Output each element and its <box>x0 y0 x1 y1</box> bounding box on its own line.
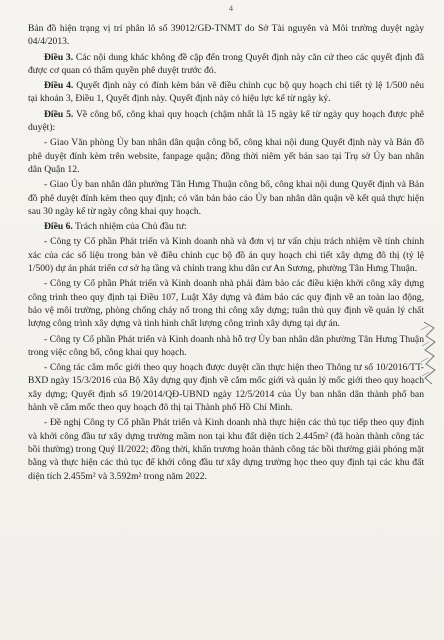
article-label: Điều 4. <box>44 80 74 92</box>
article-4 <box>28 79 424 106</box>
article-6-item <box>28 277 424 330</box>
article-6-item <box>28 235 424 275</box>
article-6-item <box>28 416 424 482</box>
article-6-item <box>28 361 424 414</box>
paragraph-text: Trách nhiệm của Chủ đầu tư: <box>72 221 187 233</box>
paragraph-text: - Công ty Cổ phần Phát triển và Kinh doanh nhà phải đảm bảo các điều kiện khởi công xây dựng công trình theo quy định tại Điều 107, Luật Xây dựng và đảm bảo các quy định về an toàn lao động, bảo vệ môi trường, phòng chống cháy nổ trong thi công xây dựng; tuân thủ quy định về quản lý chất lượng công trình xây dựng và tình hình chất lượng công trình xây dựng tại dự án. <box>28 278 424 330</box>
seal-stamp-icon <box>418 318 440 388</box>
paragraph-text: - Công ty Cổ phần Phát triển và Kinh doanh nhà hỗ trợ Ủy ban nhân dân phường Tân Hưng Thuận trong việc công bố, công khai quy hoạch. <box>28 333 424 358</box>
article-label: Điều 6. <box>44 221 73 233</box>
paragraph-text: Bản đồ hiện trạng vị trí phân lô số 39012/GĐ-TNMT do Sở Tài nguyên và Môi trường duyệt ngày 04/4/2013. <box>28 23 424 48</box>
paragraph-text: - Giao Văn phòng Ủy ban nhân dân quận công bố, công khai nội dung Quyết định này và Bản đồ phê duyệt đính kèm trên website, fanpage quận; đồng thời niêm yết bản sao tại Trụ sở Ủy ban nhân dân Quận 12. <box>28 137 424 175</box>
paragraph-text: Quyết định này có đính kèm bản vẽ điều chỉnh cục bộ quy hoạch chi tiết tỷ lệ 1/500 nêu tại khoản 3, Điều 1, Quyết định này. Quyết định này có hiệu lực kể từ ngày ký. <box>28 80 425 105</box>
article-6 <box>28 220 424 233</box>
paragraph-text: Về công bố, công khai quy hoạch (chậm nhất là 15 ngày kể từ ngày quy hoạch được phê duyệt): <box>28 108 425 134</box>
article-label: Điều 5. <box>44 108 74 120</box>
article-5-item <box>28 136 424 176</box>
paragraph-map-reference <box>28 22 424 49</box>
article-3 <box>28 51 424 78</box>
article-6-item <box>28 333 424 360</box>
paragraph-text: - Đề nghị Công ty Cổ phần Phát triển và Kinh doanh nhà thực hiện các thủ tục tiếp theo quy định và khởi công đầu tư xây dựng trường mầm non tại khu đất diện tích 2.445m² (đã hoàn thành công tác bồi thường) trong Quý II/2022; đồng thời, khẩn trương hoàn thành công tác bồi thường giải phóng mặt bằng và thực hiện các thủ tục để khởi công đầu tư xây dựng trường học theo quy định tại các khu đất diện tích 2.455m² và 3.592m² trong năm 2022. <box>28 417 424 482</box>
article-5-item <box>28 178 424 218</box>
page-mark: 4 <box>229 4 233 13</box>
paragraph-text: Các nội dung khác không đề cập đến trong Quyết định này căn cứ theo các quyết định đã được cơ quan có thẩm quyền phê duyệt trước đó. <box>28 51 424 76</box>
article-label: Điều 3. <box>44 51 74 63</box>
paragraph-text: - Công tác cắm mốc giới theo quy hoạch được duyệt cần thực hiện theo Thông tư số 10/2016/TT-BXD ngày 15/3/2016 của Bộ Xây dựng quy định về cắm mốc giới và quản lý mốc giới theo quy hoạch xây dựng; Quyết định số 19/2014/QĐ-UBND ngày 12/5/2014 của Ủy ban nhân dân thành phố ban hành về cắm mốc theo quy hoạch đô thị tại Thành phố Hồ Chí Minh. <box>28 362 424 414</box>
paragraph-text: - Công ty Cổ phần Phát triển và Kinh doanh nhà và đơn vị tư vấn chịu trách nhiệm về tính chính xác của các số liệu trong bản vẽ điều chỉnh cục bộ đồ án quy hoạch chi tiết xây dựng đô thị (tỷ lệ 1/500) dự án phát triển cơ sở hạ tầng và chỉnh trang khu dân cư An Sương, phường Tân Hưng Thuận. <box>28 236 424 275</box>
article-5 <box>28 108 424 135</box>
paragraph-text: - Giao Ủy ban nhân dân phường Tân Hưng Thuận công bố, công khai nội dung Quyết định và Bản đồ phê duyệt đính kèm theo quy định; có văn bản báo cáo Ủy ban nhân dân quận về kết quả thực hiện sau 30 ngày kể từ ngày công khai quy hoạch. <box>28 179 424 217</box>
